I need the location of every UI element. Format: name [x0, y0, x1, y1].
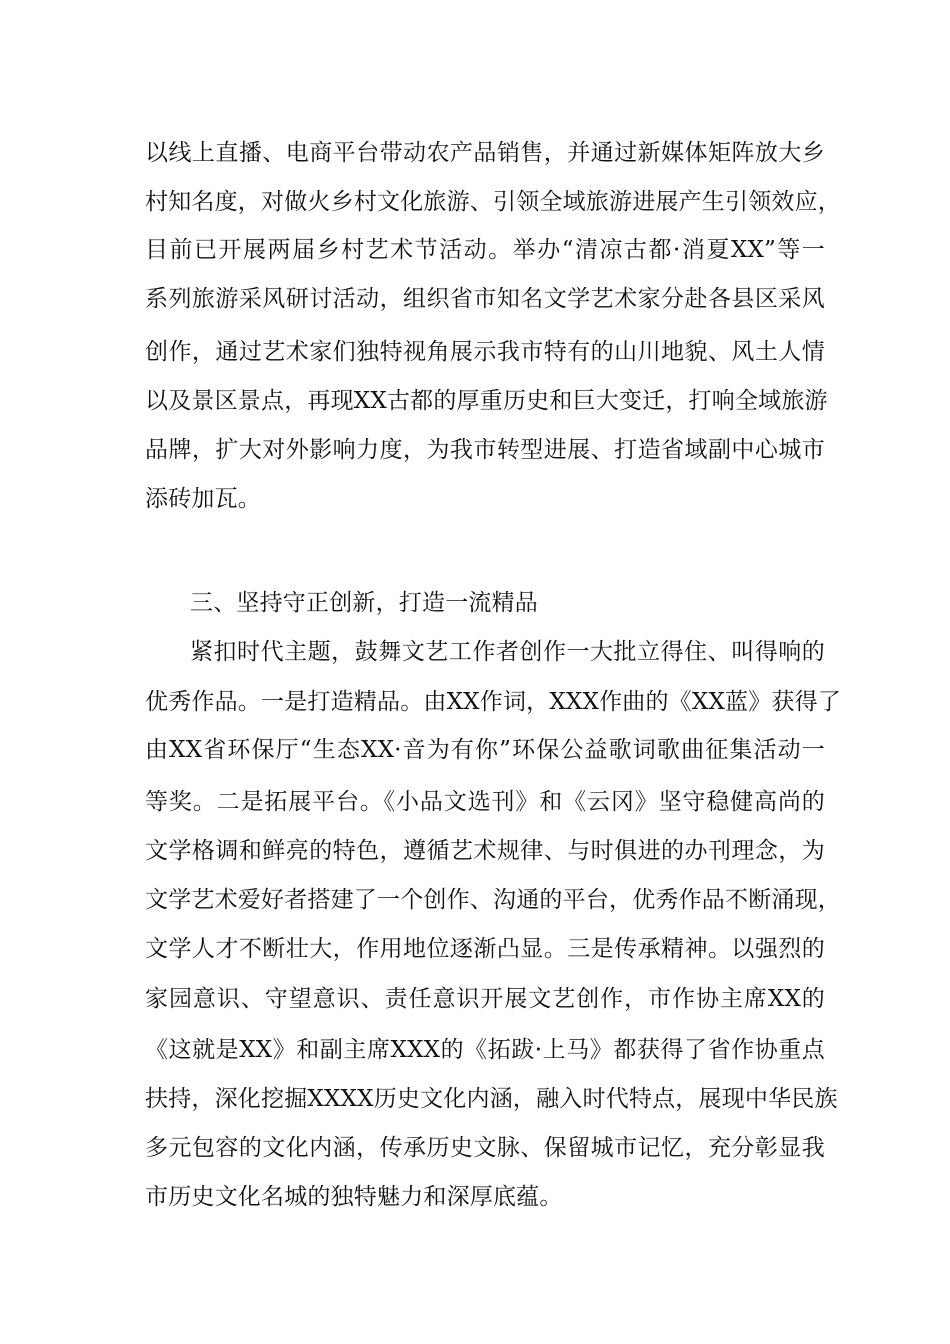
- paragraph-2-line: 市历史文化名城的独特魅力和深厚底蕴。: [145, 1184, 563, 1210]
- paragraph-1-line: 以及景区景点，再现XX古都的厚重历史和巨大变迁，打响全域旅游: [145, 388, 828, 414]
- paragraph-1-line: 村知名度，对做火乡村文化旅游、引领全域旅游进展产生引领效应，: [145, 189, 841, 215]
- paragraph-2-line: 《这就是XX》和副主席XXX的《拓跋·上马》都获得了省作协重点: [145, 1037, 825, 1063]
- paragraph-1-line: 品牌，扩大对外影响力度，为我市转型进展、打造省域副中心城市: [145, 437, 825, 463]
- paragraph-1-line: 系列旅游采风研讨活动，组织省市知名文学艺术家分赴各县区采风: [145, 286, 825, 312]
- paragraph-2-line: 文学格调和鲜亮的特色，遵循艺术规律、与时俱进的办刊理念，为: [145, 838, 825, 864]
- paragraph-2-line: 扶持，深化挖掘XXXX历史文化内涵，融入时代特点，展现中华民族: [145, 1086, 838, 1112]
- paragraph-2-line: 文学艺术爱好者搭建了一个创作、沟通的平台，优秀作品不断涌现，: [145, 887, 841, 913]
- paragraph-2-line: 紧扣时代主题，鼓舞文艺工作者创作一大批立得住、叫得响的: [190, 639, 825, 665]
- paragraph-2-line: 由XX省环保厅“生态XX·音为有你”环保公益歌词歌曲征集活动一: [145, 737, 825, 763]
- paragraph-1-line: 添砖加瓦。: [145, 486, 261, 512]
- paragraph-2-line: 等奖。二是拓展平台。《小品文选刊》和《云冈》坚守稳健高尚的: [145, 789, 825, 815]
- paragraph-2-line: 文学人才不断壮大，作用地位逐渐凸显。三是传承精神。以强烈的: [145, 936, 825, 962]
- paragraph-2-line: 多元包容的文化内涵，传承历史文脉、保留城市记忆，充分彰显我: [145, 1135, 825, 1161]
- paragraph-2-line: 家园意识、守望意识、责任意识开展文艺创作，市作协主席XX的: [145, 986, 825, 1012]
- paragraph-2-line: 优秀作品。一是打造精品。由XX作词，XXX作曲的《XX蓝》获得了: [145, 689, 842, 715]
- section-heading: 三、坚持守正创新，打造一流精品: [190, 590, 538, 616]
- paragraph-1-line: 创作，通过艺术家们独特视角展示我市特有的山川地貌、风土人情: [145, 339, 825, 365]
- paragraph-1-line: 以线上直播、电商平台带动农产品销售，并通过新媒体矩阵放大乡: [145, 140, 825, 166]
- paragraph-1-line: 目前已开展两届乡村艺术节活动。举办“清凉古都·消夏XX”等一: [145, 237, 825, 263]
